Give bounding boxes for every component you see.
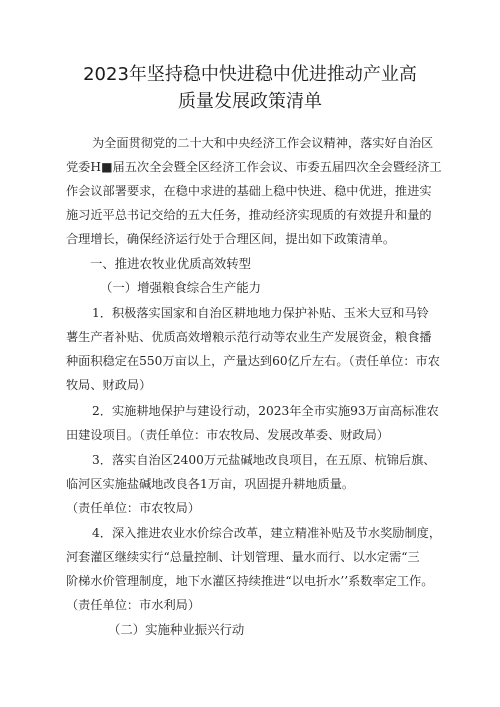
document-page: 2023年坚持稳中快进稳中优进推动产业高 质量发展政策清单 为全面贯彻党的二十大和中央经济工作会议精神，落实好自治区 党委H■届五次全会暨全区经济工作会议、市委五届四次全会暨经济工 作会议部署要求，在稳中求进的基础上稳中快进、稳中优进，推进实 施习近平总书记交给的五大任务，推动经济实现质的有效提升和量的 合理增长，确保经济运行处于合理区间，提出如下政策清单。 一、推进农牧业优质高效转型 （一）增强粮食综合生产能力 1．积极落实国家和自治区耕地地力保护补贴、玉米大豆和马铃 薯生产者补贴、优质高效增粮示范行动等农业生产发展资金，粮食播 种面积稳定在550万亩以上，产量达到60亿斤左右。（责任单位：市农 牧局、财政局） 2．实施耕地保护与建设行动，2023年全市实施93万亩高标准农 田建设项目。（责任单位：市农牧局、发展改革委、财政局） 3．落实自治区2400万元盐碱地改良项目，在五原、杭锦后旗、 临河区实施盐碱地改良各1万亩，巩固提升耕地质量。 （责任单位：市农牧局） 4．深入推进农业水价综合改革，建立精准补贴及节水奖励制度， 河套灌区继续实行“总量控制、计划管理、量水而行、以水定需“三 阶梯水价管理制度，地下水灌区持续推进“以电折水’’系数率定工作。 （责任单位：市水利局） （二）实施种业振兴行动 (0, 0, 500, 707)
document-title-line-2: 质量发展政策清单 (178, 91, 322, 112)
document-title-line-1: 2023年坚持稳中快进稳中优进推动产业高 (83, 64, 417, 85)
